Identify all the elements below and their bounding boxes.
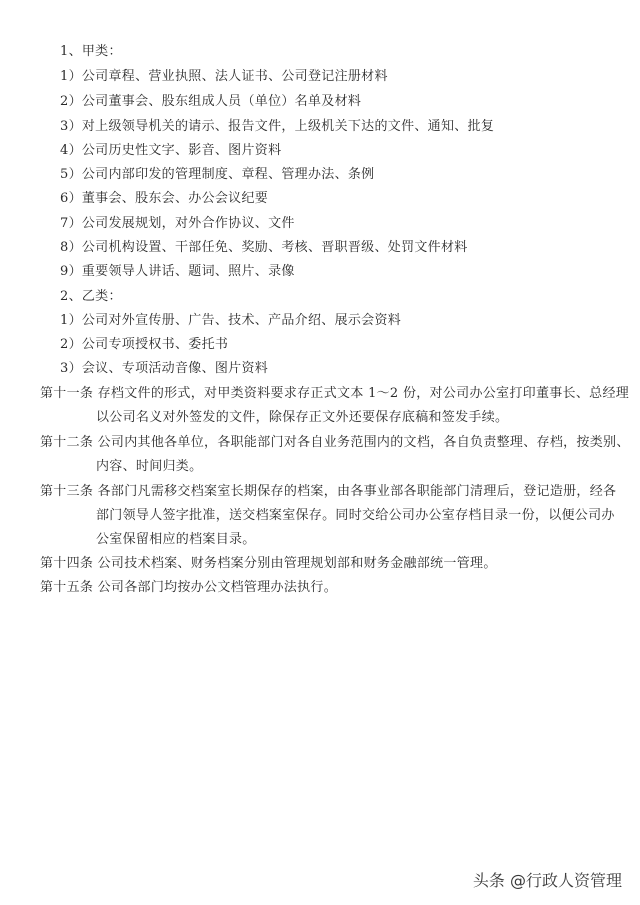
list-item: 7）公司发展规划，对外合作协议、文件 — [60, 216, 295, 231]
article-14: 第十四条 公司技术档案、财务档案分别由管理规划部和财务金融部统一管理。 — [40, 556, 497, 571]
article-13: 第十三条 各部门凡需移交档案室长期保存的档案，由各事业部各职能部门清理后，登记造册，经各 — [40, 484, 617, 499]
list-item: 8）公司机构设置、干部任免、奖励、考核、晋职晋级、处罚文件材料 — [60, 240, 468, 255]
article-12: 第十二条 公司内其他各单位，各职能部门对各自业务范围内的文档，各自负责整理、存档，按类别、 — [40, 435, 630, 450]
list-item: 4）公司历史性文字、影音、图片资料 — [60, 143, 282, 158]
article-15: 第十五条 公司各部门均按办公文档管理办法执行。 — [40, 580, 338, 595]
list-item: 1）公司对外宣传册、广告、技术、产品介绍、展示会资料 — [60, 313, 402, 328]
list-item: 2）公司专项授权书、委托书 — [60, 337, 229, 352]
list-item: 6）董事会、股东会、办公会议纪要 — [60, 191, 269, 206]
article-13-continued: 部门领导人签字批准，送交档案室保存。同时交给公司办公室存档目录一份，以便公司办 — [96, 508, 615, 523]
section-heading-category-a: 1、甲类： — [60, 44, 122, 59]
section-heading-category-b: 2、乙类： — [60, 289, 122, 304]
article-13-continued: 公室保留相应的档案目录。 — [96, 532, 256, 547]
article-11-continued: 以公司名义对外签发的文件，除保存正文外还要保存底稿和签发手续。 — [96, 410, 509, 425]
list-item: 3）会议、专项活动音像、图片资料 — [60, 361, 269, 376]
list-item: 2）公司董事会、股东组成人员（单位）名单及材料 — [60, 94, 362, 109]
article-11: 第十一条 存档文件的形式，对甲类资料要求存正式文本 1～2 份，对公司办公室打印董事长、总经理 — [40, 386, 630, 401]
list-item: 9）重要领导人讲话、题词、照片、录像 — [60, 264, 295, 279]
list-item: 3）对上级领导机关的请示、报告文件，上级机关下达的文件、通知、批复 — [60, 119, 495, 134]
list-item: 5）公司内部印发的管理制度、章程、管理办法、条例 — [60, 167, 375, 182]
list-item: 1）公司章程、营业执照、法人证书、公司登记注册材料 — [60, 69, 388, 84]
article-12-continued: 内容、时间归类。 — [96, 459, 203, 474]
watermark-text: 头条 @行政人资管理 — [472, 871, 622, 890]
